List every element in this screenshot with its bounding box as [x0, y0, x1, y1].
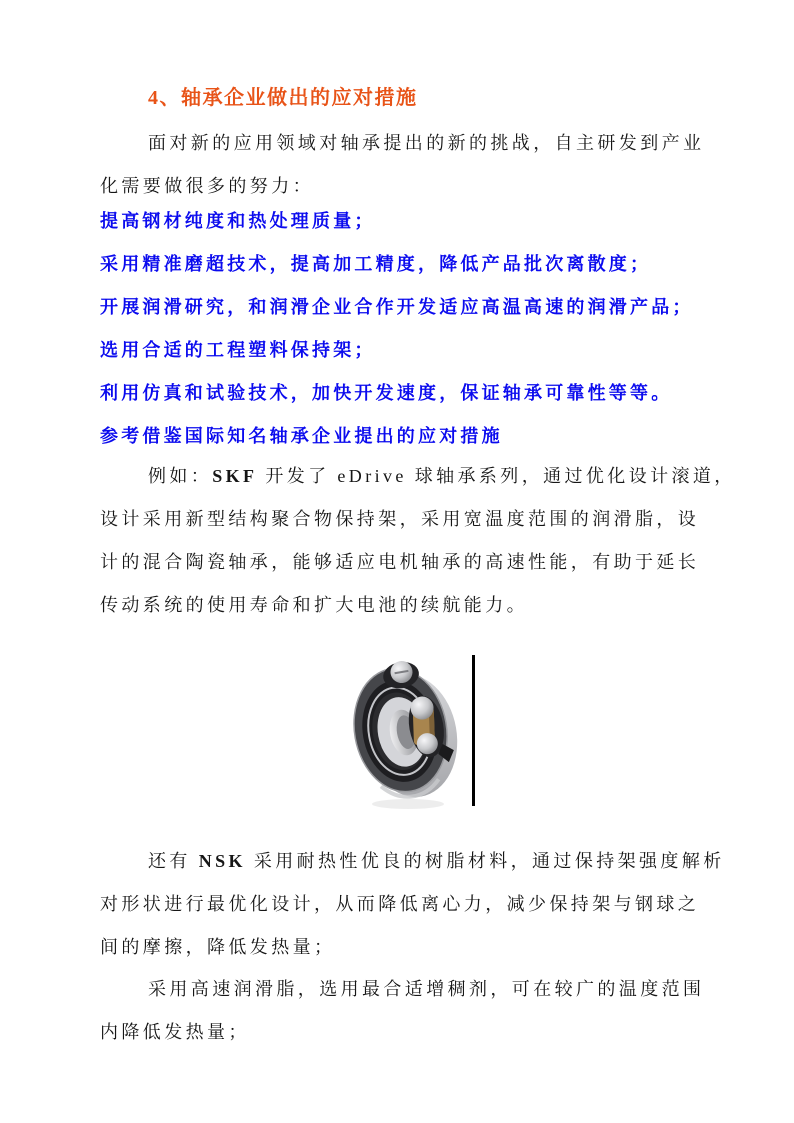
skf-brand: SKF: [212, 466, 258, 486]
nsk-line-2: 对形状进行最优化设计，从而降低离心力，减少保持架与钢球之: [100, 894, 700, 914]
intro-line-1: 面对新的应用领域对轴承提出的新的挑战，自主研发到产业: [148, 133, 705, 153]
measure-item-4: 选用合适的工程塑料保持架；: [100, 340, 376, 360]
measure-item-3: 开展润滑研究，和润滑企业合作开发适应高温高速的润滑产品；: [100, 297, 694, 317]
skf-line-2: 设计采用新型结构聚合物保持架，采用宽温度范围的润滑脂，设: [100, 509, 700, 529]
measure-item-6: 参考借鉴国际知名轴承企业提出的应对措施: [100, 426, 503, 446]
nsk-line-1-pre: 还有: [148, 851, 199, 871]
intro-line-2: 化需要做很多的努力：: [100, 176, 314, 196]
measure-item-1: 提高钢材纯度和热处理质量；: [100, 211, 376, 231]
nsk-line-1-post: 采用耐热性优良的树脂材料，通过保持架强度解析: [245, 851, 725, 871]
grease-line-1: 采用高速润滑脂，选用最合适增稠剂，可在较广的温度范围: [148, 979, 705, 999]
section-heading: 4、轴承企业做出的应对措施: [148, 87, 418, 109]
skf-line-1-pre: 例如：: [148, 466, 213, 486]
grease-line-2: 内降低发热量；: [100, 1022, 250, 1042]
measure-item-5: 利用仿真和试验技术，加快开发速度，保证轴承可靠性等等。: [100, 383, 673, 403]
skf-line-1: [100, 455, 736, 498]
skf-paragraph: [100, 455, 736, 627]
ball-bearing-image: [352, 656, 464, 811]
grease-paragraph: [100, 968, 720, 1054]
nsk-brand: NSK: [198, 851, 246, 871]
figure: [340, 650, 500, 815]
nsk-line-3: 间的摩擦，降低发热量；: [100, 937, 336, 957]
skf-line-3: 计的混合陶瓷轴承，能够适应电机轴承的高速性能，有助于延长: [100, 552, 700, 572]
nsk-paragraph: [100, 840, 725, 969]
intro-paragraph: [100, 122, 720, 208]
nsk-line-1: [100, 840, 725, 883]
vertical-line-divider: [472, 655, 475, 806]
measure-item-2: 采用精准磨超技术，提高加工精度，降低产品批次离散度；: [100, 254, 652, 274]
skf-line-4: 传动系统的使用寿命和扩大电池的续航能力。: [100, 595, 528, 615]
measures-list: [100, 200, 720, 458]
skf-line-1-post: 开发了 eDrive 球轴承系列，通过优化设计滚道，: [257, 466, 736, 486]
